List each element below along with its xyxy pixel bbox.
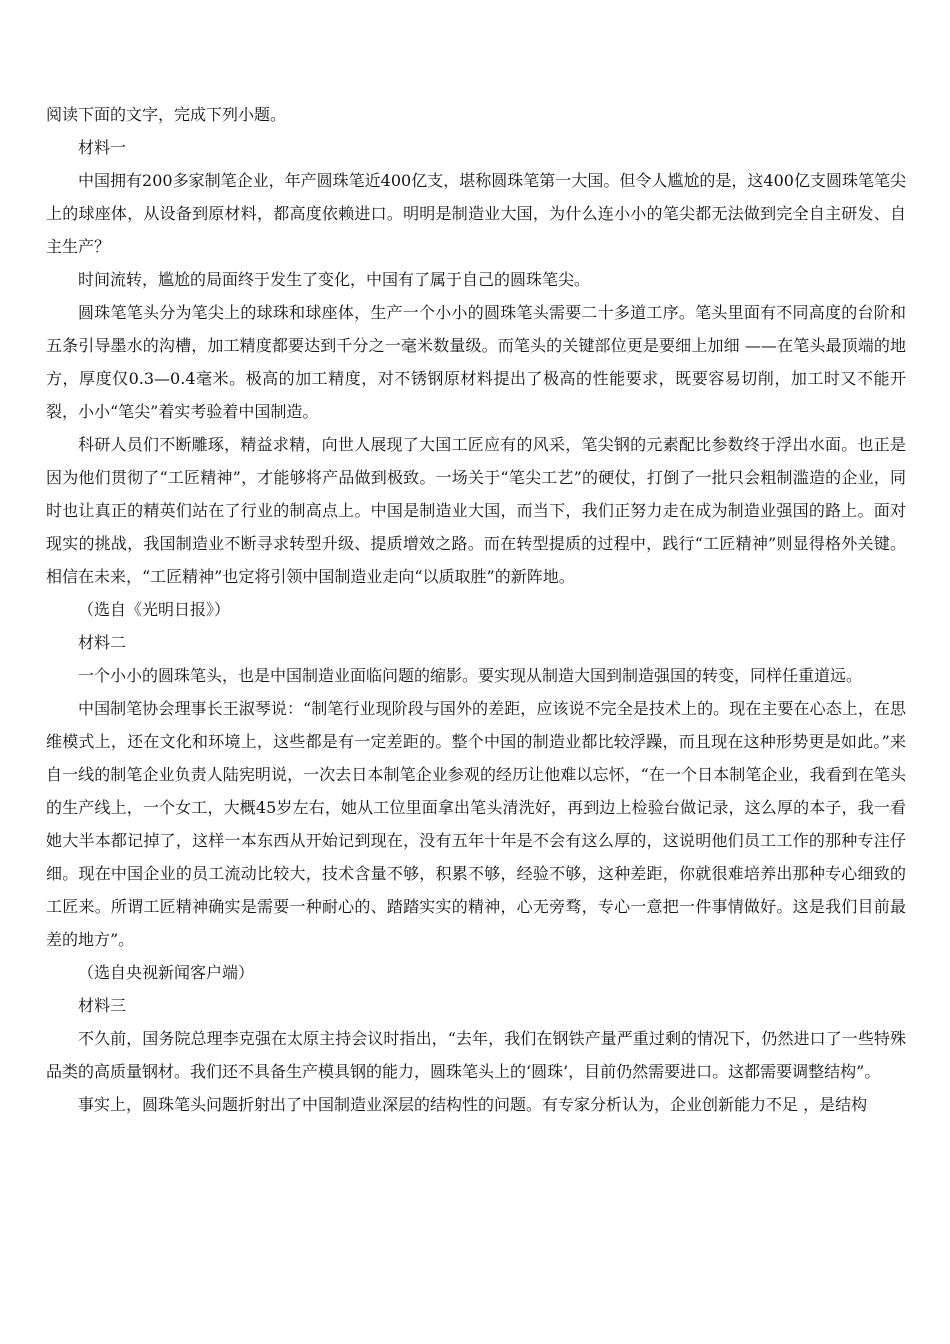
material-3-paragraph: 不久前，国务院总理李克强在太原主持会议时指出，“去年，我们在钢铁产量严重过剩的情况下，仍然进口了一些特殊品类的高质量钢材。我们还不具备生产模具钢的能力，圆珠笔头上的‘圆珠’，目前仍然需要进口。这都需要调整结构”。 bbox=[46, 1029, 906, 1081]
material-2-paragraph: 一个小小的圆珠笔头，也是中国制造业面临问题的缩影。要实现从制造大国到制造强国的转变，同样任重道远。 bbox=[78, 666, 863, 685]
material-2-source: （选自央视新闻客户端） bbox=[78, 963, 255, 982]
material-3-paragraph: 事实上，圆珠笔头问题折射出了中国制造业深层的结构性的问题。有专家分析认为，企业创新能力不足 ，是结构 bbox=[78, 1095, 868, 1114]
material-1-paragraph: 圆珠笔笔头分为笔尖上的球珠和球座体，生产一个小小的圆珠笔头需要二十多道工序。笔头里面有不同高度的台阶和五条引导墨水的沟槽，加工精度都要达到千分之一毫米数量级。而笔头的关键部位更是要细上加细 ——在笔头最顶端的地方，厚度仅0.3—0.4毫米。极高的加工精度，对不锈钢原材料提出了极高的性能要求，既要容易切削，加工时又不能开裂，小小“笔尖”着实考验着中国制造。 bbox=[46, 303, 906, 421]
material-1-paragraph: 时间流转，尴尬的局面终于发生了变化，中国有了属于自己的圆珠笔尖。 bbox=[78, 270, 591, 289]
material-3-heading: 材料三 bbox=[78, 996, 127, 1015]
reading-instruction: 阅读下面的文字，完成下列小题。 bbox=[46, 105, 287, 124]
material-1-heading: 材料一 bbox=[78, 138, 127, 157]
material-2-paragraph: 中国制笔协会理事长王淑琴说：“制笔行业现阶段与国外的差距，应该说不完全是技术上的。现在主要在心态上，在思维模式上，还在文化和环境上，这些都是有一定差距的。整个中国的制造业都比较浮躁，而且现在这种形势更是如此。”来自一线的制笔企业负责人陆宪明说，一次去日本制笔企业参观的经历让他难以忘怀，“在一个日本制笔企业，我看到在笔头的生产线上，一个女工，大概45岁左右，她从工位里面拿出笔头清洗好，再到边上检验台做记录，这么厚的本子，我一看她大半本都记掉了，这样一本东西从开始记到现在，没有五年十年是不会有这么厚的，这说明他们员工工作的那种专注仔细。现在中国企业的员工流动比较大，技术含量不够，积累不够，经验不够，这种差距，你就很难培养出那种专心细致的工匠来。所谓工匠精神确实是需要一种耐心的、踏踏实实的精神，心无旁骛，专心一意把一件事情做好。这是我们目前最差的地方”。 bbox=[46, 699, 906, 949]
material-1-source: （选自《光明日报》） bbox=[78, 600, 231, 619]
material-1-paragraph: 科研人员们不断雕琢，精益求精，向世人展现了大国工匠应有的风采，笔尖钢的元素配比参数终于浮出水面。也正是因为他们贯彻了“工匠精神”，才能够将产品做到极致。一场关于“笔尖工艺”的硬仗，打倒了一批只会粗制滥造的企业，同时也让真正的精英们站在了行业的制高点上。中国是制造业大国，而当下，我们正努力走在成为制造业强国的路上。面对现实的挑战，我国制造业不断寻求转型升级、提质增效之路。而在转型提质的过程中，践行“工匠精神”则显得格外关键。相信在未来，“工匠精神”也定将引领中国制造业走向“以质取胜”的新阵地。 bbox=[46, 435, 906, 586]
material-1-paragraph: 中国拥有200多家制笔企业，年产圆珠笔近400亿支，堪称圆珠笔第一大国。但令人尴尬的是，这400亿支圆珠笔笔尖上的球座体，从设备到原材料，都高度依赖进口。明明是制造业大国，为什么连小小的笔尖都无法做到完全自主研发、自主生产？ bbox=[46, 171, 906, 256]
document-body bbox=[46, 98, 906, 1121]
material-2-heading: 材料二 bbox=[78, 633, 127, 652]
